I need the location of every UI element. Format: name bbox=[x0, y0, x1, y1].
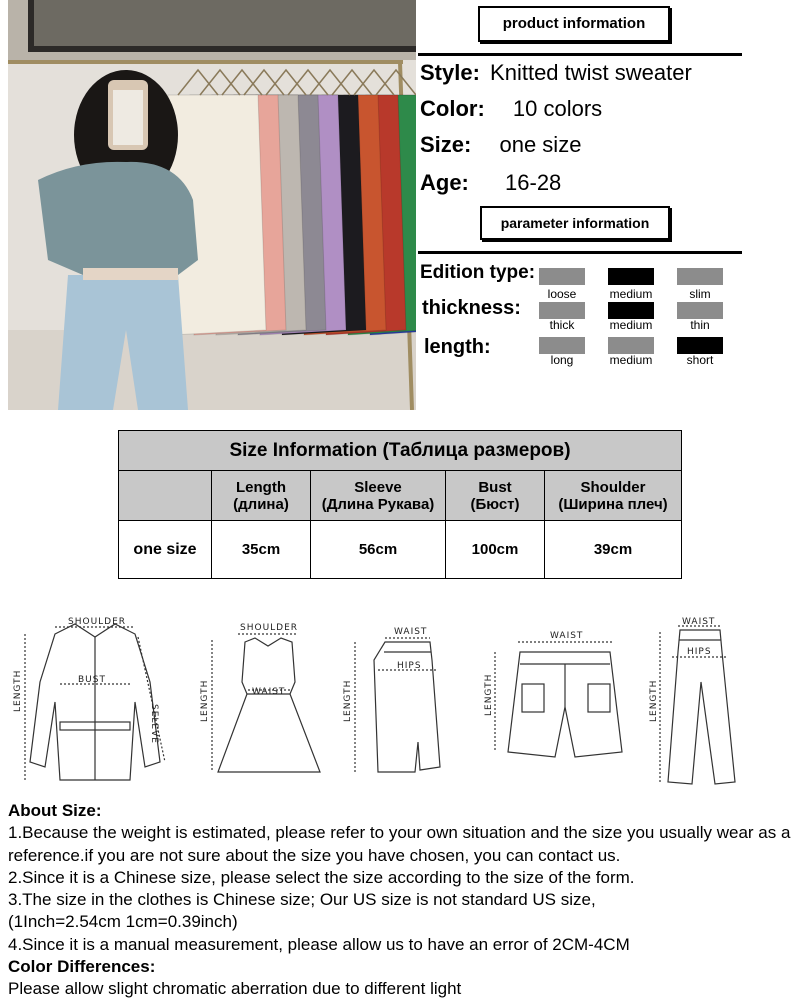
swatch-label: long bbox=[550, 353, 574, 367]
spec-row bbox=[420, 170, 800, 206]
table-cell: 35cm bbox=[212, 521, 311, 579]
swatch-long bbox=[539, 337, 585, 354]
column-header-ru: (Ширина плеч) bbox=[558, 495, 668, 513]
jacket-diagram bbox=[25, 624, 165, 780]
length-label: length: bbox=[424, 336, 491, 358]
table-row bbox=[119, 521, 682, 579]
swatch-label: medium bbox=[609, 318, 653, 332]
spec-label: Age: bbox=[420, 170, 469, 195]
size-table-header-row bbox=[119, 471, 682, 521]
sweaters-group bbox=[168, 70, 416, 335]
spec-list bbox=[420, 60, 800, 206]
diagram-label: LENGTH bbox=[200, 679, 210, 722]
product-information-header: product information bbox=[478, 6, 670, 42]
swatch-label: thin bbox=[690, 318, 710, 332]
table-cell: 56cm bbox=[311, 521, 446, 579]
swatch-label: medium bbox=[609, 353, 653, 367]
diagram-label: SHOULDER bbox=[240, 623, 299, 633]
spec-row bbox=[420, 60, 800, 96]
diagram-label: LENGTH bbox=[13, 669, 23, 712]
column-header-ru: (Бюст) bbox=[470, 495, 520, 513]
about-size-title: About Size: bbox=[8, 801, 102, 820]
size-table-title: Size Information (Таблица размеров) bbox=[119, 431, 682, 471]
size-table-title-row bbox=[119, 431, 682, 471]
dress-diagram bbox=[212, 634, 320, 772]
diagram-label: WAIST bbox=[394, 627, 428, 637]
size-table-header-sleeve bbox=[311, 471, 446, 521]
spec-row bbox=[420, 132, 800, 170]
about-line: 2.Since it is a Chinese size, please select the size according to the size of the form. bbox=[8, 867, 635, 887]
size-table-header-bust bbox=[446, 471, 545, 521]
swatch-label: short bbox=[686, 353, 714, 367]
thickness-label: thickness: bbox=[422, 297, 521, 319]
column-header: Bust bbox=[478, 478, 512, 496]
size-table-corner bbox=[119, 471, 212, 521]
diagram-label: LENGTH bbox=[343, 679, 353, 722]
swatch-label: medium bbox=[609, 287, 653, 301]
spec-label: Color: bbox=[420, 96, 485, 121]
swatch-medium bbox=[608, 302, 654, 319]
swatch-label: slim bbox=[689, 287, 711, 301]
column-header: Shoulder bbox=[580, 478, 646, 496]
about-line: (1Inch=2.54cm 1cm=0.39inch) bbox=[8, 912, 238, 932]
parameter-information-header: parameter information bbox=[480, 206, 670, 240]
diagram-label: LENGTH bbox=[649, 679, 659, 722]
column-header-ru: (Длина Рукава) bbox=[321, 495, 435, 513]
spec-value: 16-28 bbox=[505, 170, 562, 195]
about-line: 3.The size in the clothes is Chinese size; Our US size is not standard US size, bbox=[8, 890, 596, 910]
about-line: 4.Since it is a manual measurement, please allow us to have an error of 2CM-4CM bbox=[8, 934, 630, 954]
spec-value: 10 colors bbox=[512, 96, 603, 121]
color-differences-text: Please allow slight chromatic aberration due to different light bbox=[8, 979, 462, 999]
spec-label: Style: bbox=[420, 60, 480, 85]
column-header-ru: (длина) bbox=[233, 495, 289, 513]
edition-type-label: Edition type: bbox=[420, 262, 536, 283]
swatch-label: thick bbox=[549, 318, 575, 332]
spec-label: Size: bbox=[420, 132, 472, 157]
diagram-label: LENGTH bbox=[484, 673, 494, 716]
swatch-label: loose bbox=[547, 287, 577, 301]
swatch-thin bbox=[677, 302, 723, 319]
swatch-short bbox=[677, 337, 723, 354]
about-size-section bbox=[8, 800, 798, 1001]
swatch-medium bbox=[608, 337, 654, 354]
diagram-label: SELEVE bbox=[149, 704, 159, 744]
size-table-header-shoulder bbox=[545, 471, 682, 521]
divider bbox=[418, 251, 742, 254]
shorts-diagram bbox=[495, 642, 622, 757]
diagram-label: SHOULDER bbox=[68, 617, 127, 627]
diagram-label: HIPS bbox=[687, 647, 712, 657]
diagram-label: BUST bbox=[78, 675, 106, 685]
size-table bbox=[118, 430, 682, 579]
row-label: one size bbox=[119, 521, 212, 579]
swatch-slim bbox=[677, 268, 723, 285]
spec-value: Knitted twist sweater bbox=[490, 60, 692, 85]
column-header: Sleeve bbox=[354, 478, 402, 496]
divider bbox=[418, 53, 742, 56]
swatch-loose bbox=[539, 268, 585, 285]
diagram-label: WAIST bbox=[252, 687, 286, 697]
product-photo-illustration bbox=[8, 0, 416, 410]
swatch-medium bbox=[608, 268, 654, 285]
size-table-header-length bbox=[212, 471, 311, 521]
swatch-thick bbox=[539, 302, 585, 319]
about-line: 1.Because the weight is estimated, please refer to your own situation and the size you usually wear as a reference.if you are not sure about the size you have chosen, you can contact us. bbox=[8, 823, 791, 865]
color-differences-title: Color Differences: bbox=[8, 957, 156, 977]
skirt-diagram bbox=[355, 638, 440, 772]
spec-value: one size bbox=[499, 132, 582, 157]
diagram-label: WAIST bbox=[682, 617, 716, 627]
product-photo bbox=[8, 0, 416, 410]
diagram-label: WAIST bbox=[550, 631, 584, 641]
spec-row bbox=[420, 96, 800, 132]
diagram-label: HIPS bbox=[397, 661, 422, 671]
column-header: Length bbox=[236, 478, 286, 496]
table-cell: 100cm bbox=[446, 521, 545, 579]
measurement-diagrams bbox=[0, 612, 800, 794]
table-cell: 39cm bbox=[545, 521, 682, 579]
